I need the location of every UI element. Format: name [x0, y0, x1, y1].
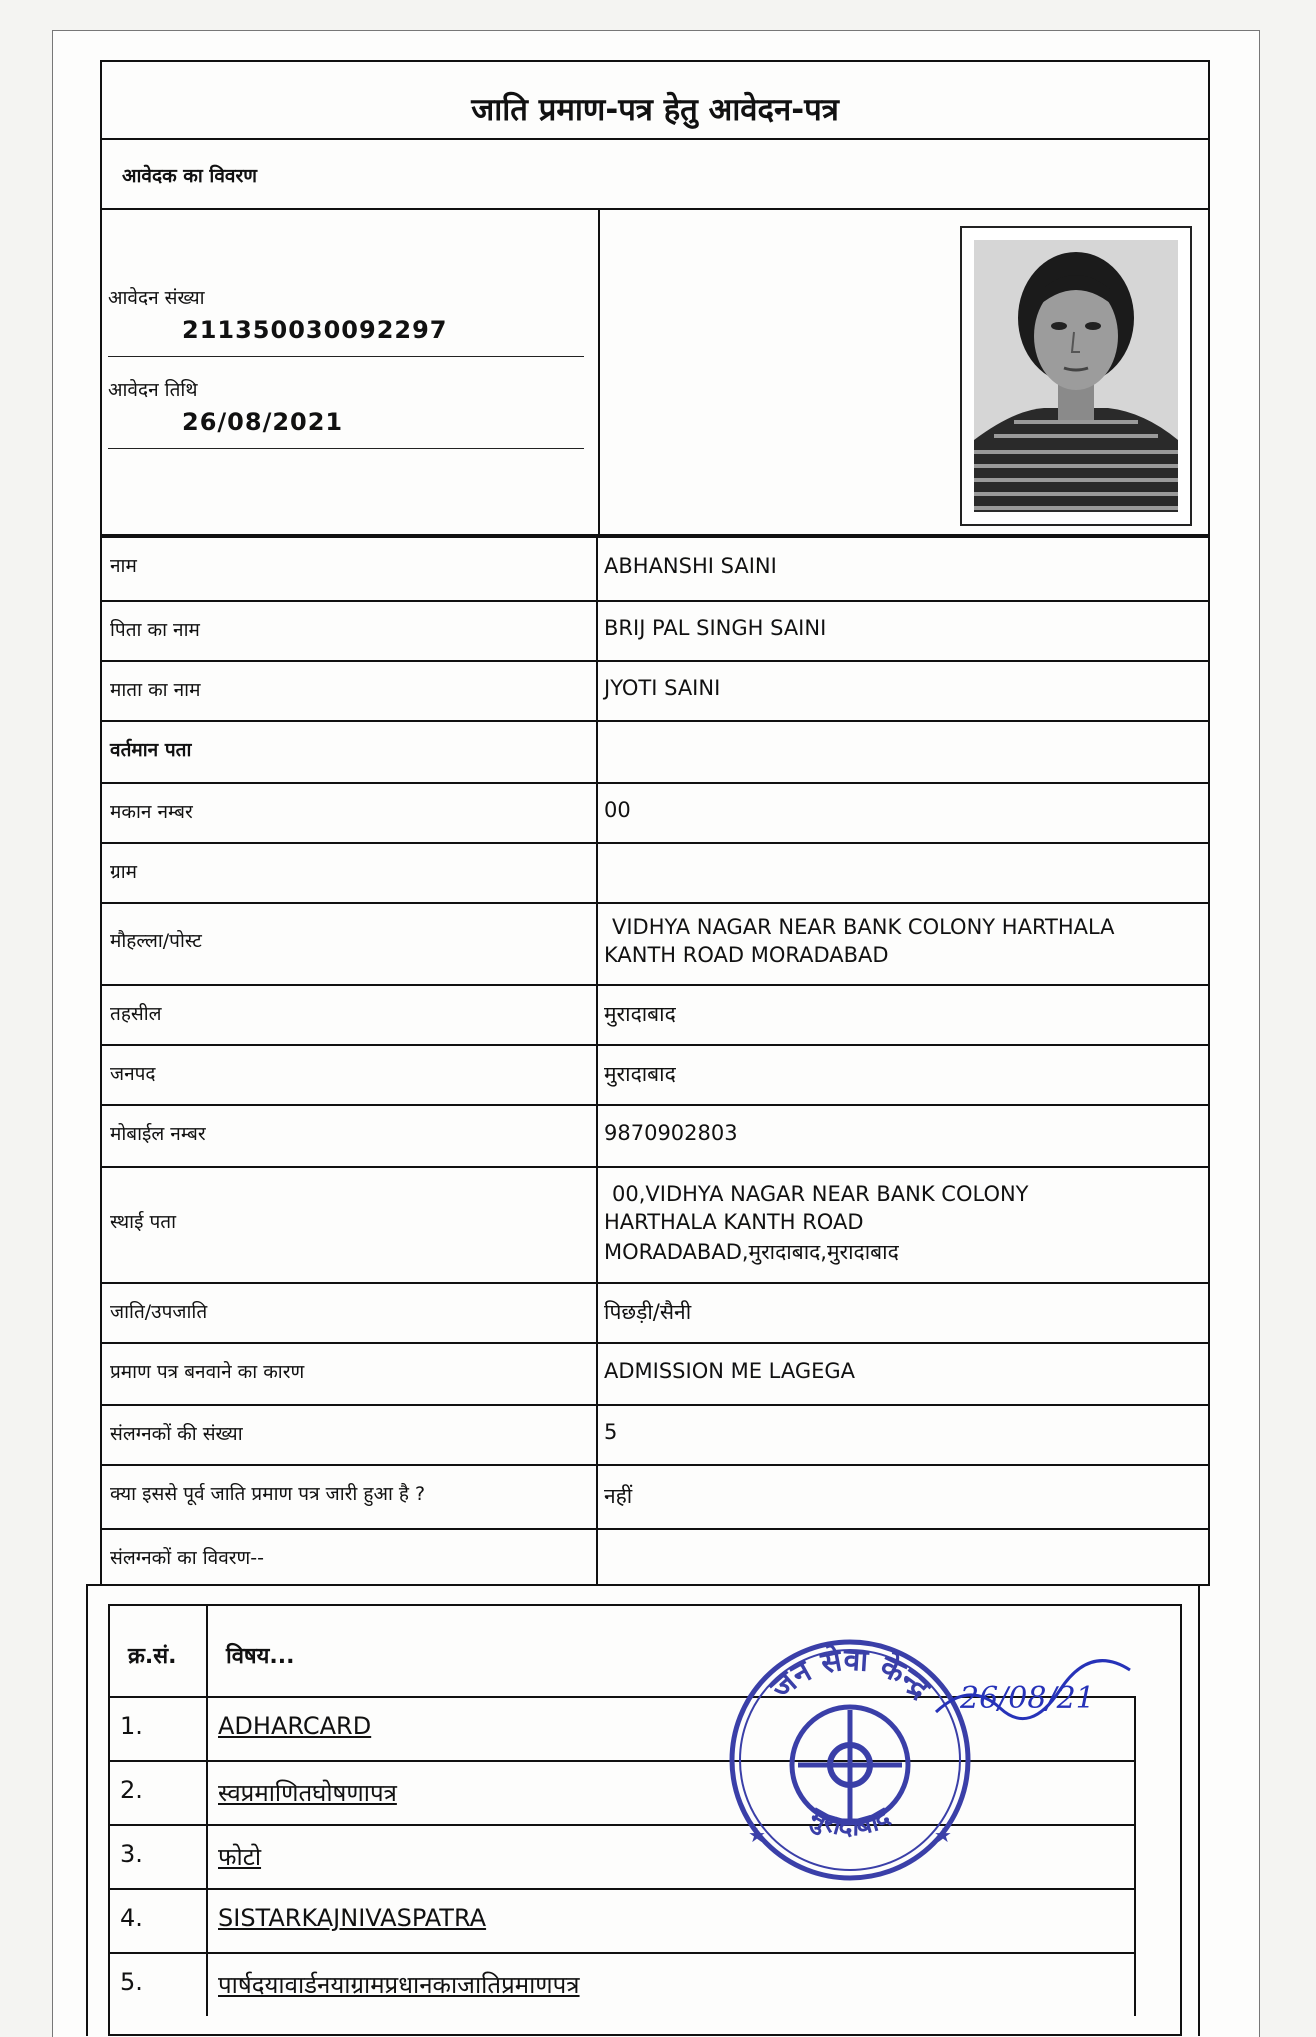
detail-value: नहीं	[604, 1484, 633, 1508]
detail-value: 9870902803	[604, 1121, 738, 1145]
detail-value-cell	[596, 720, 1210, 784]
detail-label: मोबाईल नम्बर	[110, 1123, 206, 1145]
column-divider	[206, 1826, 208, 1888]
column-divider	[206, 1606, 208, 1696]
attachment-name: फोटो	[218, 1843, 262, 1871]
detail-value: JYOTI SAINI	[604, 676, 721, 700]
detail-value: 00	[604, 798, 631, 822]
signature	[930, 1650, 1150, 1740]
attachment-sn: 2.	[120, 1776, 143, 1804]
subject-header: विषय...	[226, 1644, 295, 1669]
detail-label: तहसील	[110, 1003, 162, 1025]
detail-value: मुरादाबाद	[604, 1062, 676, 1086]
application-no-value: 211350030092297	[182, 316, 448, 344]
section-header-box	[100, 140, 1210, 210]
detail-label-cell	[100, 842, 598, 904]
detail-label: स्थाई पता	[110, 1211, 176, 1233]
detail-label: पिता का नाम	[110, 619, 200, 641]
attachment-row	[110, 1952, 1136, 2016]
detail-label: प्रमाण पत्र बनवाने का कारण	[110, 1361, 305, 1383]
application-date-label: आवेदन तिथि	[108, 379, 198, 401]
attachment-sn: 5.	[120, 1968, 143, 1996]
title-box	[100, 60, 1210, 140]
application-no-label: आवेदन संख्या	[108, 287, 205, 309]
detail-label: जाति/उपजाति	[110, 1301, 208, 1323]
detail-label: माता का नाम	[110, 679, 201, 701]
detail-label: ग्राम	[110, 861, 137, 883]
detail-label: संलग्नकों की संख्या	[110, 1423, 243, 1445]
detail-label-cell	[100, 1044, 598, 1106]
application-date-value: 26/08/2021	[182, 408, 344, 436]
detail-value-cell	[596, 1044, 1210, 1106]
detail-value: ABHANSHI SAINI	[604, 554, 777, 578]
detail-value: VIDHYA NAGAR NEAR BANK COLONY HARTHALA	[612, 915, 1115, 939]
detail-value-cell	[596, 842, 1210, 904]
applicant-photo-frame	[960, 226, 1192, 526]
detail-value: BRIJ PAL SINGH SAINI	[604, 616, 827, 640]
attachment-name: SISTARKAJNIVASPATRA	[218, 1904, 487, 1932]
detail-label: मकान नम्बर	[110, 801, 193, 823]
detail-label: क्या इससे पूर्व जाति प्रमाण पत्र जारी हुआ है ?	[110, 1483, 426, 1505]
detail-value: KANTH ROAD MORADABAD	[604, 943, 889, 967]
attachment-sn: 3.	[120, 1840, 143, 1868]
stamp-top-text: जन सेवा केन्द्र	[763, 1642, 937, 1707]
detail-value: ADMISSION ME LAGEGA	[604, 1359, 856, 1383]
detail-label-cell	[100, 536, 598, 602]
section-title: आवेदक का विवरण	[122, 165, 257, 187]
page-title: जाति प्रमाण-पत्र हेतु आवेदन-पत्र	[471, 92, 839, 128]
svg-text:★: ★	[748, 1823, 766, 1847]
detail-label: संलग्नकों का विवरण--	[110, 1547, 264, 1569]
divider	[108, 356, 584, 357]
detail-value-cell	[596, 1404, 1210, 1466]
detail-label-cell	[100, 984, 598, 1046]
attachment-name: ADHARCARD	[218, 1712, 372, 1740]
detail-value: पिछड़ी/सैनी	[604, 1300, 692, 1324]
detail-value: MORADABAD,मुरादाबाद,मुरादाबाद	[604, 1240, 899, 1264]
attachment-sn: 1.	[120, 1712, 143, 1740]
column-divider	[206, 1762, 208, 1824]
detail-value-cell	[596, 782, 1210, 844]
divider	[108, 448, 584, 449]
detail-value: 5	[604, 1420, 618, 1444]
applicant-photo	[974, 240, 1178, 512]
svg-text:★: ★	[934, 1823, 952, 1847]
detail-value-cell	[596, 1464, 1210, 1530]
detail-value-cell	[596, 1528, 1210, 1586]
attachment-row	[110, 1824, 1136, 1888]
detail-label: मौहल्ला/पोस्ट	[110, 930, 202, 952]
attachment-name: स्वप्रमाणितघोषणापत्र	[218, 1779, 397, 1807]
detail-value: HARTHALA KANTH ROAD	[604, 1210, 864, 1234]
detail-value: मुरादाबाद	[604, 1002, 676, 1026]
column-divider	[206, 1954, 208, 2016]
detail-label: जनपद	[110, 1063, 156, 1085]
column-divider	[206, 1698, 208, 1760]
svg-text:जन सेवा केन्द्र	[763, 1642, 937, 1707]
detail-label: नाम	[110, 555, 137, 577]
attachment-row	[110, 1888, 1136, 1952]
attachment-sn: 4.	[120, 1904, 143, 1932]
attachment-name: पार्षदयावार्डनयाग्रामप्रधानकाजातिप्रमाणपत्र	[218, 1971, 580, 1999]
sn-header: क्र.सं.	[128, 1644, 177, 1669]
detail-value: 00,VIDHYA NAGAR NEAR BANK COLONY	[612, 1182, 1029, 1206]
signature-text: 26/08/21	[960, 1681, 1095, 1716]
attachment-row	[110, 1760, 1136, 1824]
detail-label: वर्तमान पता	[110, 739, 192, 761]
application-info-cell	[100, 208, 600, 536]
detail-value-cell	[596, 984, 1210, 1046]
stamp-bottom-text: मुरादाबाद	[804, 1802, 896, 1843]
column-divider	[206, 1890, 208, 1952]
